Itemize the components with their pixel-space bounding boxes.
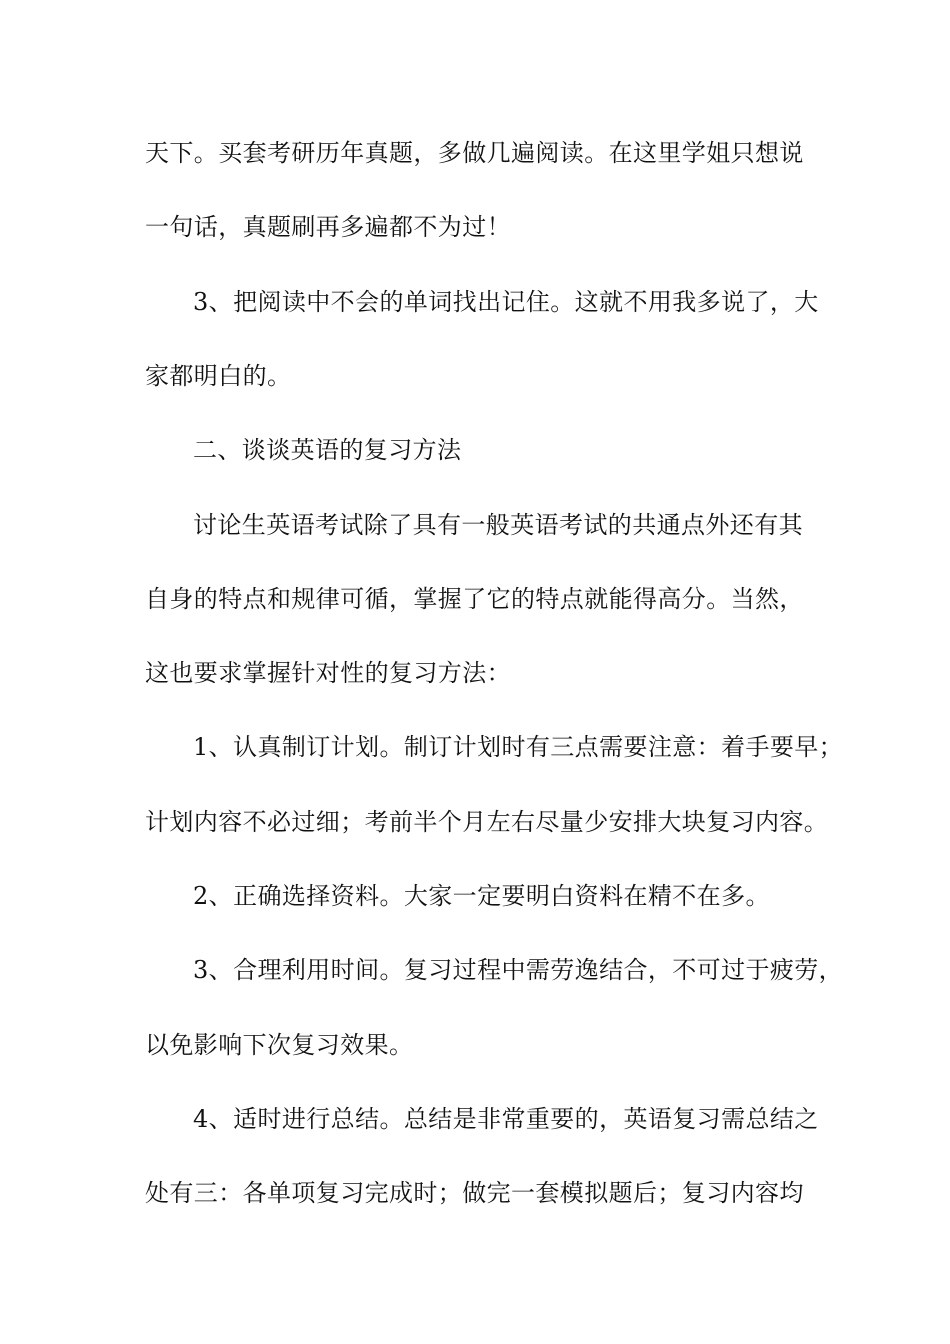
text-line: 一句话，真题刷再多遍都不为过！	[145, 213, 511, 241]
text-line: 自身的特点和规律可循，掌握了它的特点就能得高分。当然，	[145, 585, 804, 613]
text-line: 4、适时进行总结。总结是非常重要的，英语复习需总结之	[193, 1105, 819, 1133]
text-line: 以免影响下次复习效果。	[145, 1031, 414, 1059]
text-line: 3、合理利用时间。复习过程中需劳逸结合，不可过于疲劳，	[193, 956, 844, 984]
text-line: 3、把阅读中不会的单词找出记住。这就不用我多说了，大	[193, 288, 819, 316]
text-line: 1、认真制订计划。制订计划时有三点需要注意：着手要早；	[193, 733, 844, 761]
text-line: 2、正确选择资料。大家一定要明白资料在精不在多。	[193, 882, 770, 910]
text-line: 家都明白的。	[145, 362, 292, 390]
text-line: 计划内容不必过细；考前半个月左右尽量少安排大块复习内容。	[145, 808, 829, 836]
text-line: 处有三：各单项复习完成时；做完一套模拟题后；复习内容均	[145, 1179, 804, 1207]
section-heading: 二、谈谈英语的复习方法	[193, 436, 462, 464]
text-line: 讨论生英语考试除了具有一般英语考试的共通点外还有其	[193, 511, 803, 539]
text-line: 天下。买套考研历年真题，多做几遍阅读。在这里学姐只想说	[145, 139, 804, 167]
text-line: 这也要求掌握针对性的复习方法：	[145, 659, 511, 687]
